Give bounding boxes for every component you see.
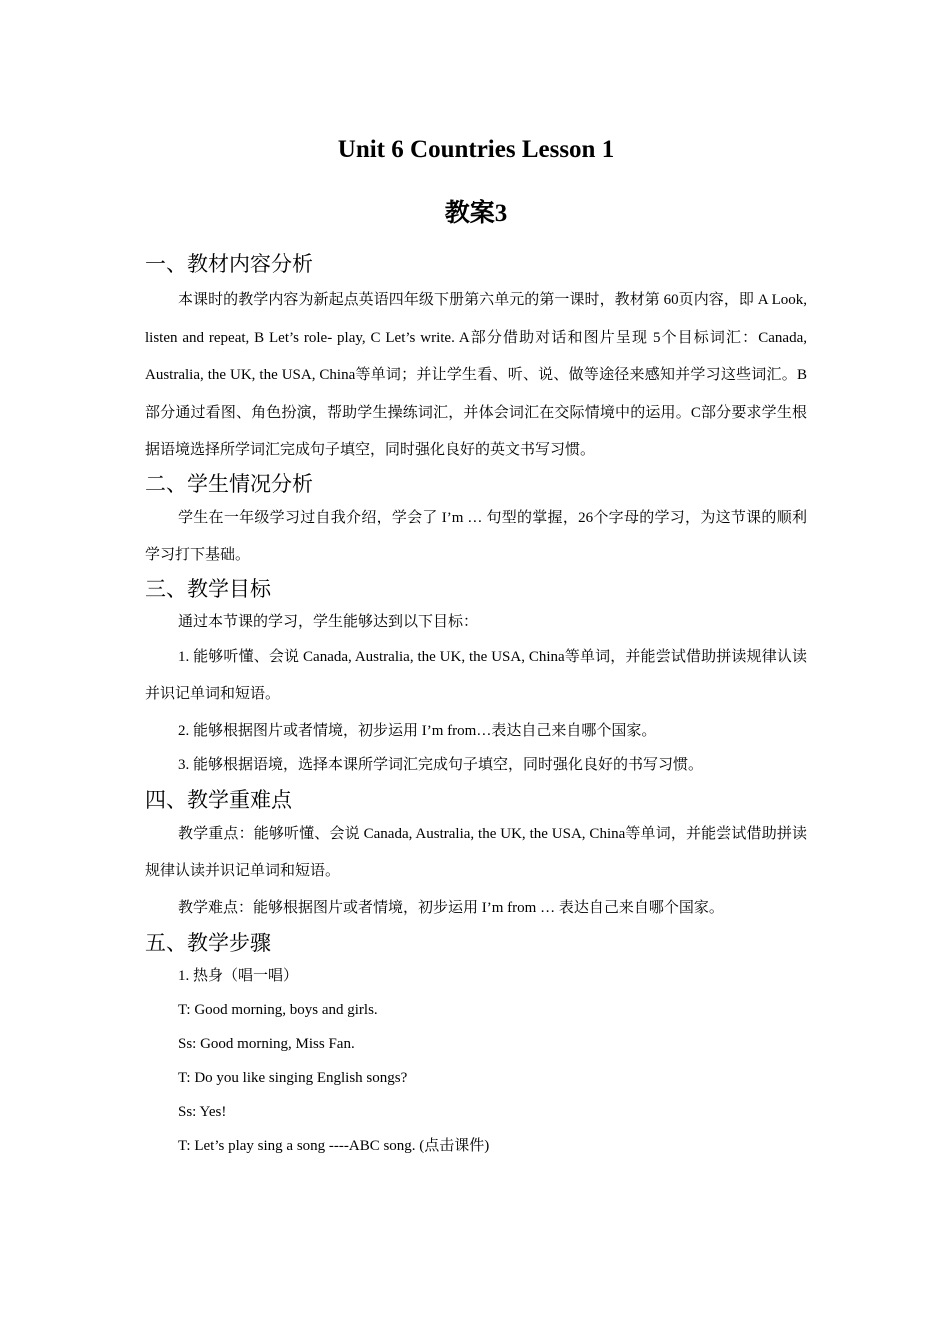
doc-subtitle: 教案3 bbox=[444, 200, 508, 227]
paragraph: 本课时的教学内容为新起点英语四年级下册第六单元的第一课时，教材第 60页内容，即 A Look, listen and repeat, B Let’s role- play, C Let’s write. A部分借助对话和图片呈现 5个目标词汇：Canada, Australia, the UK, the USA, China等单词；并让学生看、听、说、做等途径来感知并学习这些词汇。B部分通过看图、角色扮演，帮助学生操练词汇，并体会词汇在交际情境中的运用。C部分要求学生根据语境选择所学词汇完成句子填空，同时强化良好的英文书写习惯。 bbox=[145, 292, 807, 458]
paragraph: 通过本节课的学习，学生能够达到以下目标： bbox=[178, 613, 479, 630]
section-key-points bbox=[145, 784, 807, 925]
doc-title: Unit 6 Countries Lesson 1 bbox=[337, 136, 615, 163]
document-page bbox=[145, 128, 807, 1163]
goal-item: 3. 能够根据语境，选择本课所学词汇完成句子填空，同时强化良好的书写习惯。 bbox=[178, 756, 704, 773]
section-heading: 五、教学步骤 bbox=[145, 930, 271, 955]
section-materials-analysis bbox=[145, 248, 807, 470]
section-teaching-goals bbox=[145, 573, 807, 782]
section-heading: 三、教学目标 bbox=[145, 576, 271, 601]
dialogue-line: T: Do you like singing English songs? bbox=[178, 1069, 408, 1086]
goal-item: 1. 能够听懂、会说 Canada, Australia, the UK, the USA, China等单词，并能尝试借助拼读规律认读并识记单词和短语。 bbox=[145, 648, 807, 702]
paragraph: 学生在一年级学习过自我介绍，学会了 I’m … 句型的掌握，26个字母的学习，为这节课的顺利学习打下基础。 bbox=[145, 509, 807, 563]
section-heading: 二、学生情况分析 bbox=[145, 471, 313, 496]
step-title: 1. 热身（唱一唱） bbox=[178, 967, 299, 984]
dialogue-line: T: Let’s play sing a song ----ABC song. (点击课件) bbox=[178, 1137, 490, 1154]
dialogue-line: T: Good morning, boys and girls. bbox=[178, 1001, 378, 1018]
dialogue-line: Ss: Yes! bbox=[178, 1103, 227, 1120]
section-student-analysis bbox=[145, 468, 807, 575]
dialogue-line: Ss: Good morning, Miss Fan. bbox=[178, 1035, 355, 1052]
section-teaching-steps bbox=[145, 927, 807, 1163]
paragraph: 教学难点：能够根据图片或者情境，初步运用 I’m from … 表达自己来自哪个国家。 bbox=[178, 899, 724, 916]
paragraph: 教学重点：能够听懂、会说 Canada, Australia, the UK, the USA, China等单词，并能尝试借助拼读规律认读并识记单词和短语。 bbox=[145, 825, 807, 879]
goal-item: 2. 能够根据图片或者情境，初步运用 I’m from…表达自己来自哪个国家。 bbox=[178, 722, 657, 739]
section-heading: 四、教学重难点 bbox=[145, 787, 292, 812]
section-heading: 一、教材内容分析 bbox=[145, 252, 313, 276]
